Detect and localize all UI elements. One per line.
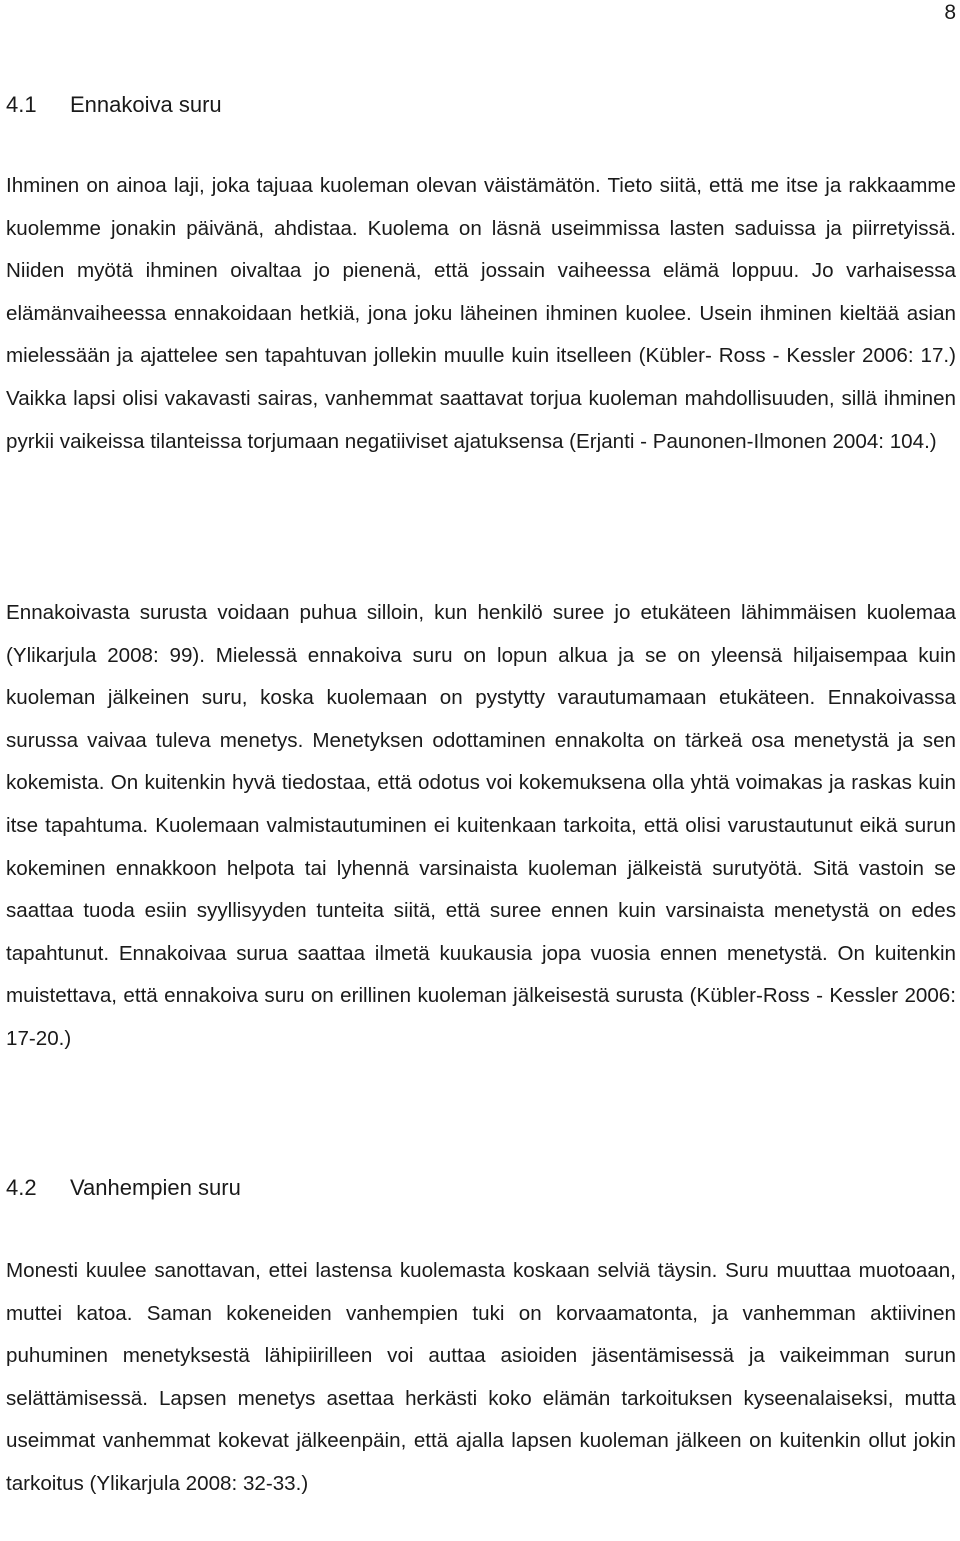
paragraph: Monesti kuulee sanottavan, ettei lastensa kuolemasta koskaan selviä täysin. Suru muuttaa muotoaan, muttei katoa. Saman kokeneiden vanhempien tuki on korvaamatonta, ja vanhemman aktiivinen puhuminen menetyksestä lähipiirilleen voi auttaa asioiden jäsentämisessä ja vaikeimman surun selättämisessä. Lapsen menetys asettaa herkästi koko elämän tarkoituksen kyseenalaiseksi, mutta useimmat vanhemmat kokevat jälkeenpäin, että ajalla lapsen kuoleman jälkeen on kuitenkin ollut jokin tarkoitus (Ylikarjula 2008: 32-33.) (6, 1259, 956, 1495)
section-number: 4.1 (6, 92, 37, 117)
page-number: 8 (944, 1, 956, 24)
paragraph: Ennakoivasta surusta voidaan puhua silloin, kun henkilö suree jo etukäteen lähimmäisen kuolemaa (Ylikarjula 2008: 99). Mielessä ennakoiva suru on lopun alkua ja se on yleensä hiljaisempaa kuin kuoleman jälkeinen suru, koska kuolemaan on pystytty varautumamaan etukäteen. Ennakoivassa surussa vaivaa tuleva menetys. Menetyksen odottaminen ennakolta on tärkeä osa menetystä ja sen kokemista. On kuitenkin hyvä tiedostaa, että odotus voi kokemuksena olla yhtä voimakas ja raskas kuin itse tapahtuma. Kuolemaan valmistautuminen ei kuitenkaan tarkoita, että olisi varustautunut eikä surun kokeminen ennakkoon helpota tai lyhennä varsinaista kuoleman jälkeistä surutyötä. Sitä vastoin se saattaa tuoda esiin syyllisyyden tunteita siitä, että suree ennen kuin varsinaista menetystä on edes tapahtunut. Ennakoivaa surua saattaa ilmetä kuukausia jopa vuosia ennen menetystä. On kuitenkin muistettava, että ennakoiva suru on erillinen kuoleman jälkeisestä surusta (Kübler-Ross - Kessler 2006: 17-20.) (6, 601, 956, 1050)
section-title: Ennakoiva suru (70, 92, 222, 117)
section-number: 4.2 (6, 1175, 37, 1200)
section-title: Vanhempien suru (70, 1175, 241, 1200)
section-heading-4-1 (6, 91, 222, 119)
paragraph: Ihminen on ainoa laji, joka tajuaa kuoleman olevan väistämätön. Tieto siitä, että me itse ja rakkaamme kuolemme jonakin päivänä, ahdistaa. Kuolema on läsnä useimmissa lasten saduissa ja piirretyissä. Niiden myötä ihminen oivaltaa jo pienenä, että jossain vaiheessa elämä loppuu. Jo varhaisessa elämänvaiheessa ennakoidaan hetkiä, jona joku läheinen ihminen kuolee. Usein ihminen kieltää asian mielessään ja ajattelee sen tapahtuvan jollekin muulle kuin itselleen (Kübler- Ross - Kessler 2006: 17.) Vaikka lapsi olisi vakavasti sairas, vanhemmat saattavat torjua kuoleman mahdollisuuden, sillä ihminen pyrkii vaikeissa tilanteissa torjumaan negatiiviset ajatuksensa (Erjanti - Paunonen-Ilmonen 2004: 104.) (6, 174, 956, 453)
section-heading-4-2 (6, 1174, 241, 1202)
